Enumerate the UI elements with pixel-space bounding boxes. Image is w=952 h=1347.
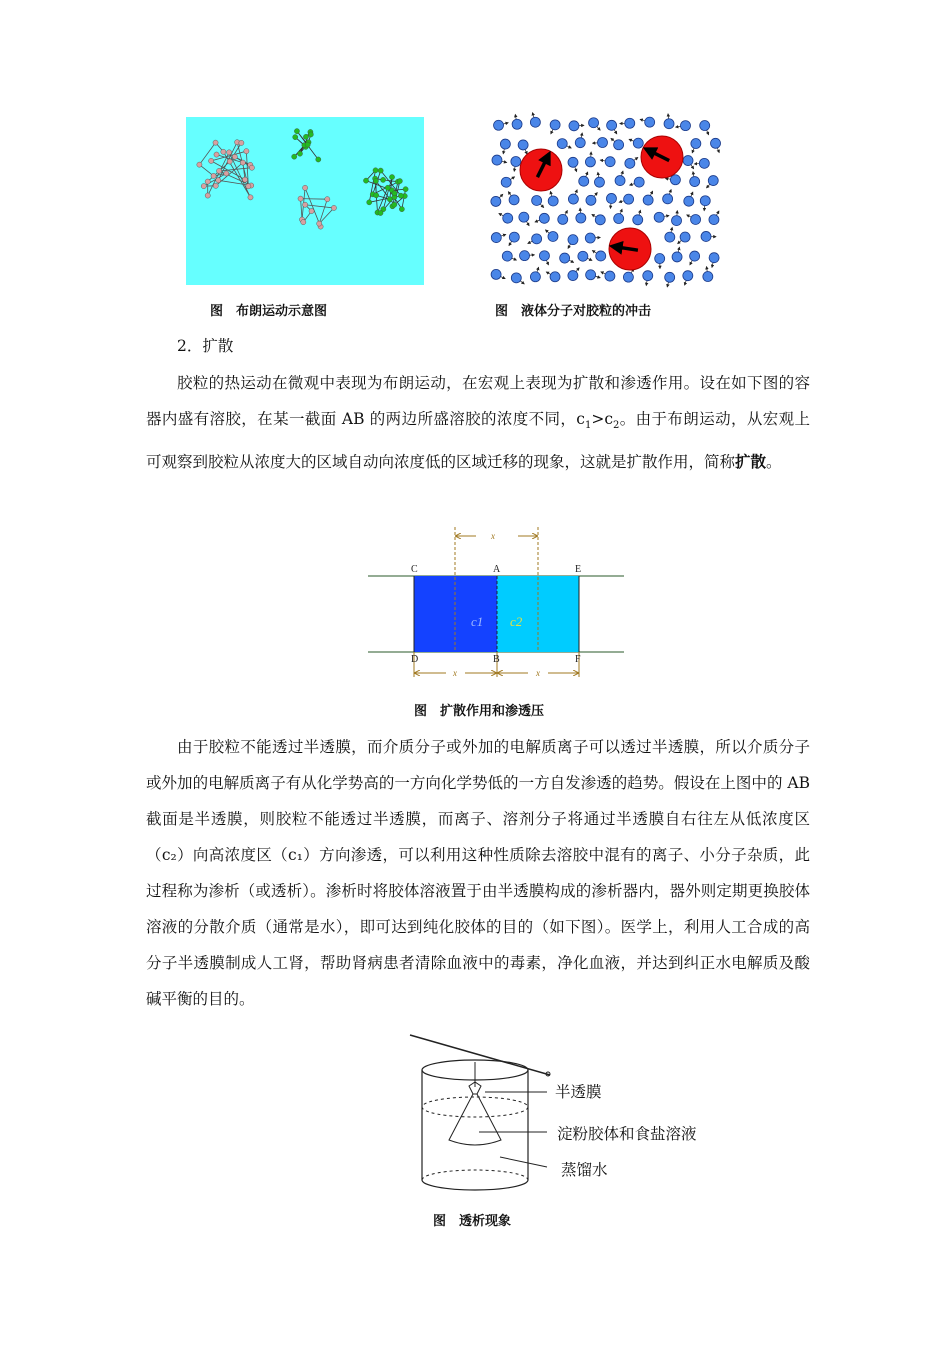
particle-dot [249, 165, 254, 170]
particle-dot [246, 184, 251, 189]
dialysis-diagram [405, 1032, 555, 1202]
liquid-molecule [589, 118, 599, 128]
particle-dot [216, 178, 221, 183]
paragraph-dialysis [146, 729, 810, 1017]
particle-dot [232, 154, 237, 159]
liquid-molecule [684, 196, 694, 206]
liquid-molecule [614, 214, 624, 224]
dialysis-figure [405, 1032, 555, 1202]
liquid-molecule [691, 214, 701, 224]
particle-dot [248, 195, 253, 200]
particle-dot [403, 187, 408, 192]
liquid-molecule [614, 140, 624, 150]
paragraph-diffusion [146, 365, 810, 480]
x-label-top: x [491, 531, 495, 541]
liquid-molecule [670, 175, 680, 185]
liquid-molecule [511, 157, 521, 167]
liquid-molecule [643, 195, 653, 205]
liquid-molecule [550, 120, 560, 130]
particle-dot [303, 202, 308, 207]
liquid-molecule [550, 272, 560, 282]
p1-end: 。 [766, 453, 782, 472]
point-a: A [493, 564, 501, 575]
particle-dot [373, 178, 378, 183]
liquid-molecule [530, 117, 540, 127]
liquid-molecule [672, 216, 682, 226]
liquid-molecule [607, 120, 617, 130]
p1-sub1: 1 [584, 420, 592, 432]
dialysis-label-solution: 淀粉胶体和食盐溶液 [557, 1125, 697, 1143]
liquid-molecule [539, 251, 549, 261]
particle-dot [305, 142, 310, 147]
impact-caption: 图 液体分子对胶粒的冲击 [495, 304, 652, 319]
particle-dot [373, 168, 378, 173]
liquid-molecule [645, 117, 655, 127]
liquid-molecule [568, 235, 578, 245]
liquid-molecule [615, 176, 625, 186]
liquid-molecule [568, 271, 578, 281]
liquid-molecule [539, 213, 549, 223]
particle-dot [239, 140, 244, 145]
particle-dot [317, 221, 322, 226]
liquid-molecule [491, 233, 501, 243]
brownian-motion-diagram [186, 117, 424, 285]
liquid-molecule [680, 121, 690, 131]
liquid-molecule [569, 121, 579, 131]
label-c1: c1 [471, 614, 484, 629]
particle-dot [240, 160, 245, 165]
liquid-molecule [683, 271, 693, 281]
particle-dot [316, 157, 321, 162]
liquid-molecule [624, 194, 634, 204]
particle-dot [209, 158, 214, 163]
liquid-molecule [518, 140, 528, 150]
particle-dot [380, 177, 385, 182]
liquid-molecule [586, 270, 596, 280]
liquid-molecule [625, 158, 635, 168]
particle-dot [392, 191, 397, 196]
p1-text-a: 胶粒的热运动在微观中表现为布朗运动，在宏观上表现为扩散和渗透作用。设在如下图的容器内盛有溶胶，在某一截面 AB 的两边所盛溶胶的浓度不同，c [146, 374, 810, 428]
liquid-molecule [548, 196, 558, 206]
particle-dot [378, 210, 383, 215]
diffusion-figure [368, 527, 624, 687]
p1-text-c: 。由于布朗运动，从宏观上可观察到胶粒从浓度大的区域自动向浓度低的区域迁移的现象，这就是扩散作用，简称 [146, 410, 810, 472]
liquid-molecule [548, 231, 558, 241]
particle-dot [224, 171, 229, 176]
particle-dot [303, 134, 308, 139]
liquid-molecule [520, 251, 530, 261]
liquid-molecule [568, 157, 578, 167]
liquid-molecule [509, 195, 519, 205]
brownian-motion-figure [186, 117, 424, 285]
section-heading: 2．扩散 [177, 337, 234, 355]
liquid-molecule [512, 119, 522, 129]
liquid-molecule [511, 273, 521, 283]
liquid-molecule [623, 272, 633, 282]
dialysis-label-water: 蒸馏水 [561, 1161, 608, 1179]
p2-text: 由于胶粒不能透过半透膜，而介质分子或外加的电解质离子可以透过半透膜，所以介质分子或外加的电解质离子有从化学势高的一方向化学势低的一方自发渗透的趋势。假设在上图中的 AB 截面是半透膜，则胶粒不能透过半透膜，而离子、溶剂分子将通过半透膜自右往左从低浓度区（c₂）向高浓度区（c₁）方向渗透，可以利用这种性质除去溶胶中混有的离子、小分子杂质，此过程称为渗析（或透析）。渗析时将胶体溶液置于由半透膜构成的渗析器内，器外则定期更换胶体溶液的分散介质（通常是水），即可达到纯化胶体的目的（如下图）。医学上，利用人工合成的高分子半透膜制成人工肾，帮助肾病患者清除血液中的毒素，净化血液，并达到纠正水电解质及酸碱平衡的目的。 [146, 738, 810, 1008]
particle-dot [213, 140, 218, 145]
liquid-molecule [503, 213, 513, 223]
particle-dot [201, 184, 206, 189]
liquid-molecule [633, 138, 643, 148]
liquid-molecule [663, 194, 673, 204]
particle-dot [398, 193, 403, 198]
liquid-molecule [605, 271, 615, 281]
liquid-molecule [709, 215, 719, 225]
particle-dot [378, 168, 383, 173]
liquid-molecule [701, 231, 711, 241]
point-d: D [411, 654, 419, 665]
particle-dot [298, 196, 303, 201]
liquid-molecule [708, 176, 718, 186]
dialysis-caption: 图 透析现象 [433, 1214, 512, 1229]
liquid-molecule [491, 196, 501, 206]
p1-text-b: >c [591, 410, 614, 428]
liquid-molecule [625, 118, 635, 128]
liquid-molecule [680, 232, 690, 242]
particle-dot [308, 132, 313, 137]
liquid-molecule [586, 195, 596, 205]
liquid-molecule [594, 177, 604, 187]
particle-dot [399, 207, 404, 212]
liquid-molecule [654, 212, 664, 222]
liquid-molecule [568, 194, 578, 204]
diffusion-caption: 图 扩散作用和渗透压 [414, 704, 545, 719]
particle-dot [387, 197, 392, 202]
liquid-molecule [494, 120, 504, 130]
particle-dot [392, 202, 397, 207]
liquid-molecule [575, 138, 585, 148]
liquid-molecule [595, 215, 605, 225]
point-f: F [575, 654, 581, 665]
particle-dot [301, 220, 306, 225]
particle-dot [331, 205, 336, 210]
liquid-molecule [560, 253, 570, 263]
liquid-molecule [711, 138, 721, 148]
liquid-molecule [532, 234, 542, 244]
liquid-molecule [700, 121, 710, 131]
particle-dot [214, 152, 219, 157]
liquid-molecule [530, 272, 540, 282]
p1-sub2: 2 [613, 420, 620, 432]
liquid-molecule [605, 157, 615, 167]
molecule-impact-figure [485, 112, 725, 290]
liquid-molecule [579, 176, 589, 186]
liquid-molecule [576, 213, 586, 223]
liquid-molecule [532, 195, 542, 205]
particle-dot [374, 193, 379, 198]
liquid-molecule [502, 251, 512, 261]
liquid-molecule [699, 158, 709, 168]
liquid-molecule [690, 251, 700, 261]
liquid-molecule [634, 177, 644, 187]
liquid-molecule [500, 139, 510, 149]
particle-dot [309, 208, 314, 213]
liquid-molecule [709, 253, 719, 263]
liquid-molecule [557, 139, 567, 149]
particle-dot [242, 177, 247, 182]
liquid-molecule [665, 232, 675, 242]
liquid-molecule [491, 269, 501, 279]
liquid-molecule [655, 254, 665, 264]
liquid-molecule [585, 233, 595, 243]
particle-dot [292, 154, 297, 159]
liquid-molecule [665, 272, 675, 282]
brownian-caption: 图 布朗运动示意图 [210, 304, 328, 319]
particle-dot [205, 193, 210, 198]
liquid-molecule [683, 156, 693, 166]
liquid-molecule [558, 214, 568, 224]
liquid-molecule [703, 272, 713, 282]
particle-dot [197, 162, 202, 167]
particle-dot [294, 129, 299, 134]
molecule-impact-diagram [485, 112, 725, 290]
label-c2: c2 [510, 614, 523, 629]
liquid-molecule [664, 119, 674, 129]
dialysis-label-membrane: 半透膜 [555, 1083, 602, 1101]
particle-dot [244, 149, 249, 154]
liquid-molecule [700, 196, 710, 206]
diffusion-diagram [368, 527, 624, 687]
point-c: C [411, 564, 418, 575]
liquid-molecule [690, 177, 700, 187]
liquid-molecule [633, 215, 643, 225]
liquid-molecule [606, 193, 616, 203]
point-b: B [493, 654, 500, 665]
particle-dot [389, 174, 394, 179]
particle-dot [211, 173, 216, 178]
liquid-molecule [643, 271, 653, 281]
particle-dot [213, 183, 218, 188]
particle-dot [302, 185, 307, 190]
liquid-molecule [519, 212, 529, 222]
particle-dot [297, 151, 302, 156]
liquid-molecule [509, 232, 519, 242]
x-label-left: x [453, 668, 457, 678]
liquid-molecule [672, 252, 682, 262]
liquid-molecule [501, 177, 511, 187]
term-diffusion: 扩散 [735, 453, 767, 472]
liquid-molecule [596, 251, 606, 261]
particle-dot [397, 178, 402, 183]
liquid-molecule [691, 139, 701, 149]
particle-dot [363, 178, 368, 183]
particle-dot [293, 135, 298, 140]
liquid-molecule [585, 157, 595, 167]
liquid-molecule [492, 155, 502, 165]
particle-dot [227, 150, 232, 155]
particle-dot [227, 159, 232, 164]
particle-dot [216, 168, 221, 173]
particle-dot [367, 200, 372, 205]
particle-dot [325, 197, 330, 202]
liquid-molecule [578, 251, 588, 261]
liquid-molecule [597, 138, 607, 148]
x-label-right: x [536, 668, 540, 678]
point-e: E [575, 564, 582, 575]
particle-dot [205, 179, 210, 184]
particle-dot [221, 149, 226, 154]
